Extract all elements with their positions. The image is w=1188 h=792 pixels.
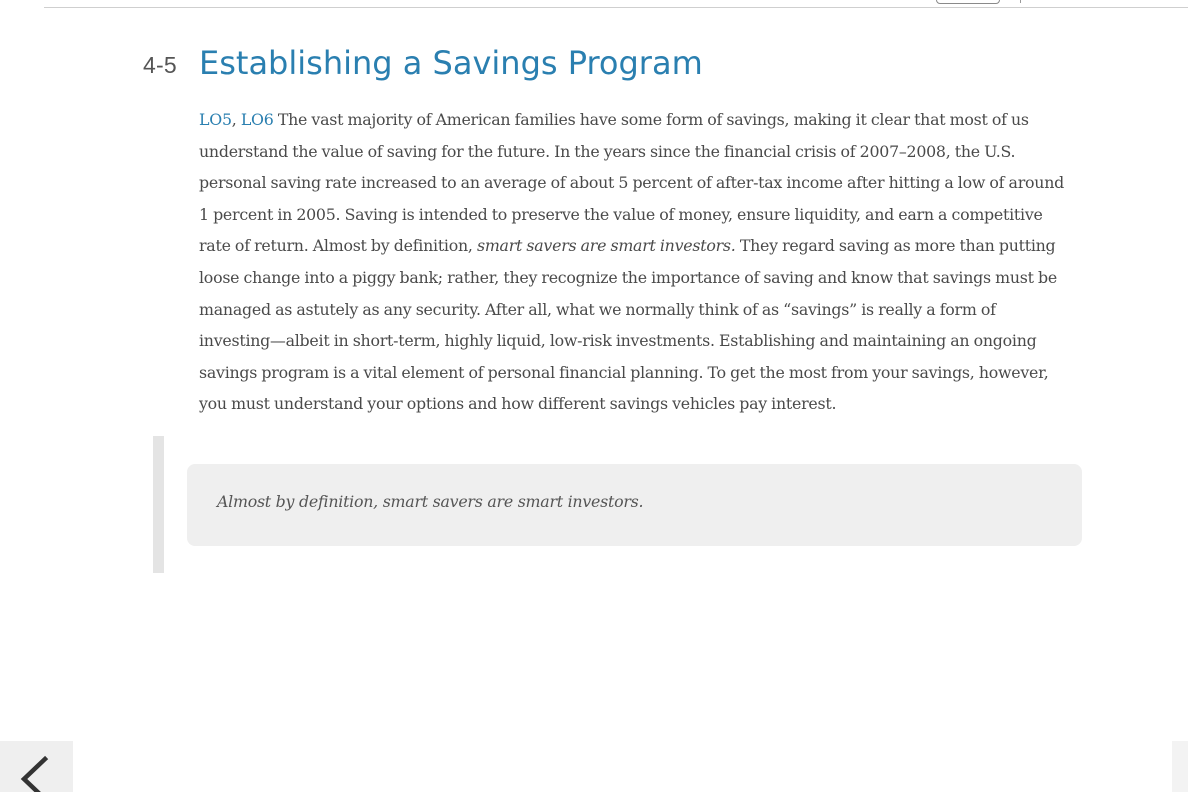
top-toolbar-edge xyxy=(44,0,1188,8)
next-page-button[interactable] xyxy=(1172,741,1188,792)
learning-objective-link-lo6[interactable]: LO6 xyxy=(240,110,274,129)
section-title: Establishing a Savings Program xyxy=(199,44,703,82)
section-body-paragraph xyxy=(199,104,1069,420)
pull-quote-text: Almost by definition, smart savers are smart investors. xyxy=(217,492,644,511)
learning-objective-separator: , xyxy=(231,110,237,129)
paragraph-text-end: They regard saving as more than putting loose change into a piggy bank; rather, they recognize the importance of saving and know that savings must be managed as astutely as any security. After all, what we normally think of as “savings” is really a form of investing—albeit in short-term, highly liquid, low-risk investments. Establishing and maintaining an ongoing savings program is a vital element of personal financial planning. To get the most from your savings, however, you must understand your options and how different savings vehicles pay interest. xyxy=(199,236,1057,414)
pull-quote-rule xyxy=(153,436,164,573)
toolbar-button-stub[interactable] xyxy=(936,0,1000,4)
previous-page-button[interactable] xyxy=(0,741,73,792)
learning-objective-link-lo5[interactable]: LO5 xyxy=(199,110,232,129)
toolbar-divider xyxy=(1020,0,1021,3)
paragraph-text-start: The vast majority of American families have some form of savings, making it clear that most of us understand the value of saving for the future. In the years since the financial crisis of 2007–2008, the U.S. personal saving rate increased to an average of about 5 percent of after-tax income after hitting a low of around 1 percent in 2005. Saving is intended to preserve the value of money, ensure liquidity, and earn a competitive rate of return. Almost by definition, xyxy=(199,110,1064,256)
section-number: 4-5 xyxy=(143,52,177,78)
chevron-left-icon xyxy=(18,755,54,792)
pull-quote-box xyxy=(187,464,1082,546)
paragraph-emphasis: smart savers are smart investors. xyxy=(476,236,736,256)
